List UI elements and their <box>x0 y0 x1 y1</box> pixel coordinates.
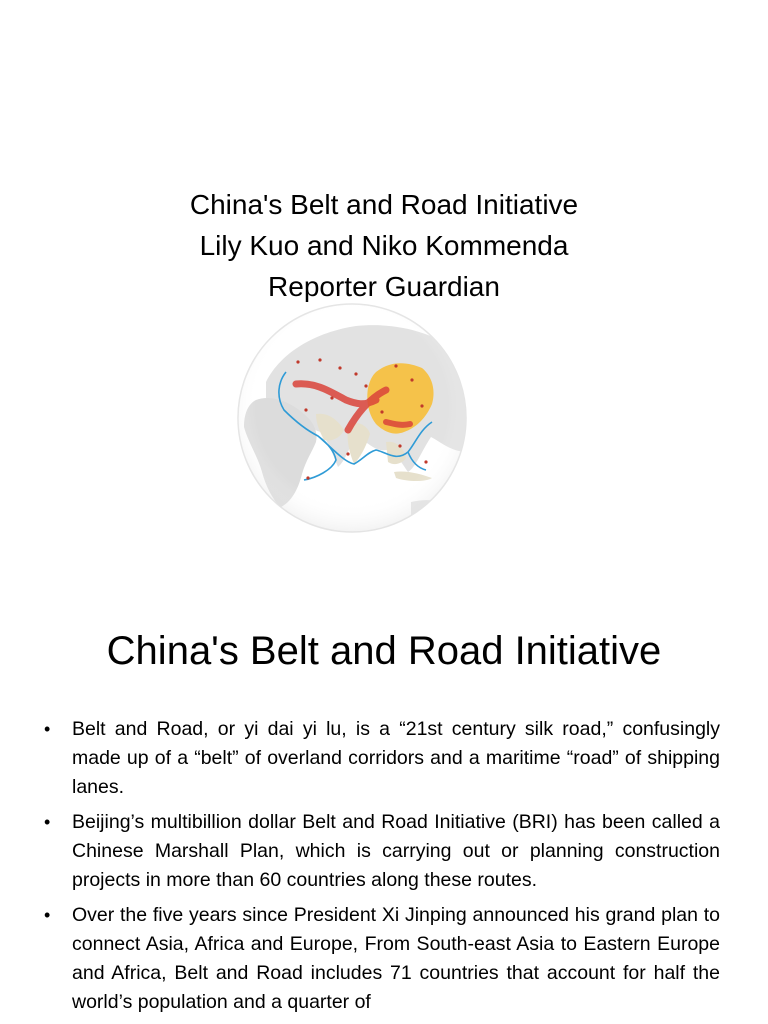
bullet-item <box>44 808 720 895</box>
belt-and-road-globe-map <box>236 302 468 534</box>
bullet-item <box>44 901 720 1017</box>
slide1-role-line: Reporter Guardian <box>268 271 500 302</box>
slide1-title <box>0 184 768 307</box>
bullet-dot-icon: • <box>44 812 51 832</box>
bullet-item <box>44 715 720 802</box>
slide1-title-line: China's Belt and Road Initiative <box>189 189 579 220</box>
bullet-dot-icon: • <box>44 905 51 925</box>
bullet-text: Belt and Road, or yi dai yi lu, is a “21st century silk road,” confusingly made up of a “belt” of overland corridors and a maritime “road” of shipping lanes. <box>72 718 720 798</box>
bullet-dot-icon: • <box>44 719 51 739</box>
bullet-list <box>44 715 720 1023</box>
bullet-text: Beijing’s multibillion dollar Belt and Road Initiative (BRI) has been called a Chinese Marshall Plan, which is carrying out or planning construction projects in more than 60 countries along these routes. <box>72 811 720 891</box>
slide2-title: China's Belt and Road Initiative <box>106 629 662 673</box>
bullet-text: Over the five years since President Xi Jinping announced his grand plan to connect Asia, Africa and Europe, From South-east Asia to Eastern Europe and Africa, Belt and Road includes 71 countries that account for half the world’s population and a quarter of <box>72 904 720 1013</box>
slide1-author-line: Lily Kuo and Niko Kommenda <box>199 230 569 261</box>
